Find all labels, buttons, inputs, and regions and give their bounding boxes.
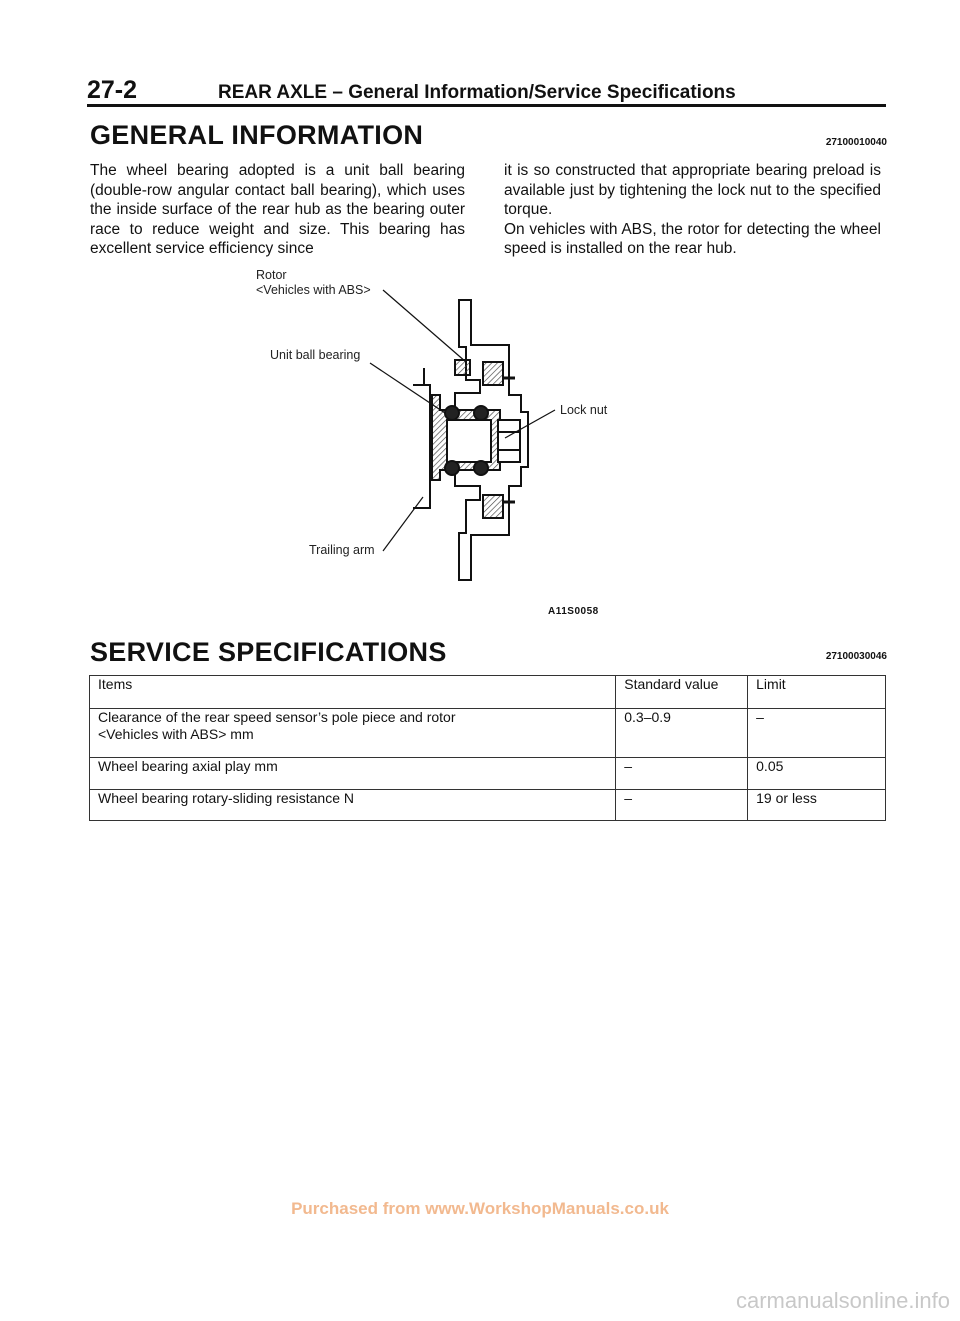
item-line-note: <Vehicles with ABS> mm — [98, 726, 254, 742]
table-header-row — [90, 676, 886, 709]
rear-hub-cross-section-figure — [0, 0, 960, 640]
item-cell: Wheel bearing axial play mm — [90, 758, 616, 790]
rotor-abs-note-label: <Vehicles with ABS> — [256, 283, 371, 297]
general-information-code: 27100010040 — [825, 137, 887, 148]
limit-cell: 0.05 — [748, 758, 886, 790]
item-cell — [90, 709, 616, 758]
unit-ball-bearing-label: Unit ball bearing — [270, 348, 361, 362]
purchased-from-link[interactable]: Purchased from www.WorkshopManuals.co.uk — [291, 1199, 669, 1218]
figure-code: A11S0058 — [548, 606, 599, 617]
table-row — [90, 758, 886, 790]
page-number: 27-2 — [87, 76, 138, 104]
general-information-heading: GENERAL INFORMATION — [90, 120, 424, 150]
table-row — [90, 709, 886, 758]
general-info-paragraph-left: The wheel bearing adopted is a unit ball bearing (double-row angular contact ball bearing), which uses the inside surface of the rear hub as the bearing outer race to reduce weight and size. This bearing has excellent service efficiency since — [90, 162, 465, 257]
carmanualsonline-watermark: carmanualsonline.info — [735, 1288, 950, 1313]
general-info-paragraph-right-1: it is so constructed that appropriate bearing preload is available just by tightening the lock nut to the specified torque. — [504, 162, 881, 218]
rear-hub-drawing — [0, 0, 960, 640]
limit-cell: – — [748, 709, 886, 758]
service-specifications-code: 27100030046 — [825, 651, 887, 662]
column-header-limit: Limit — [748, 676, 886, 709]
column-header-standard-value: Standard value — [616, 676, 748, 709]
table-row — [90, 790, 886, 821]
trailing-arm-label: Trailing arm — [309, 543, 375, 557]
item-cell: Wheel bearing rotary-sliding resistance N — [90, 790, 616, 821]
service-specifications-heading: SERVICE SPECIFICATIONS — [90, 637, 447, 667]
service-specifications-table — [89, 675, 886, 821]
standard-value-cell: – — [616, 758, 748, 790]
lock-nut-label: Lock nut — [560, 403, 608, 417]
header-title: REAR AXLE – General Information/Service Specifications — [218, 82, 736, 103]
standard-value-cell: 0.3–0.9 — [616, 709, 748, 758]
item-line: Clearance of the rear speed sensor’s pole piece and rotor — [98, 709, 456, 725]
limit-cell: 19 or less — [748, 790, 886, 821]
column-header-items: Items — [90, 676, 616, 709]
general-info-paragraph-right-2: On vehicles with ABS, the rotor for detecting the wheel speed is installed on the rear hub. — [504, 220, 881, 257]
rotor-label: Rotor — [256, 268, 287, 282]
standard-value-cell: – — [616, 790, 748, 821]
